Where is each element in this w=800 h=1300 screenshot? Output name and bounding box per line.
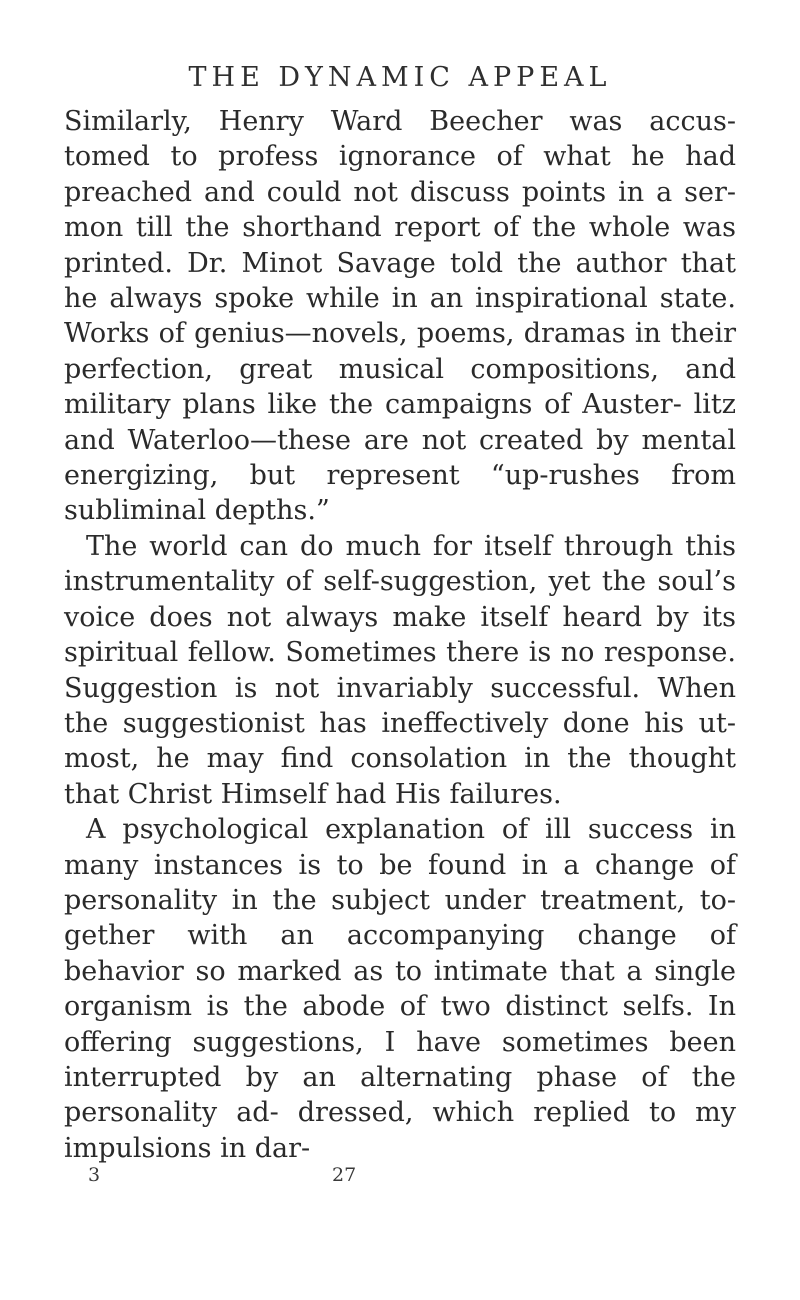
body-text [64,104,736,1166]
paragraph-2: The world can do much for itself through this instrumentality of self-suggestion, yet the soul’s voice does not always make itself heard by its spiritual fellow. Sometimes there is no response. Suggestion is not invariably successful. When the suggestionist has ineffectively done his ut- most, he may find consolation in the thought that Christ Himself had His failures. [64,530,736,810]
page-number: 27 [332,1164,357,1187]
page-footer [64,1164,736,1194]
signature-mark: 3 [88,1164,101,1187]
running-head: THE DYNAMIC APPEAL [188,62,612,93]
book-page [64,60,736,1194]
paragraph-3: A psychological explanation of ill success in many instances is to be found in a change of personality in the subject under treatment, to- gether with an accompanying change of behavior so marked as to intimate that a single organism is the abode of two distinct selfs. In offering suggestions, I have sometimes been interrupted by an alternating phase of the personality ad- dressed, which replied to my impulsions in dar- [64,814,736,1164]
paragraph-1: Similarly, Henry Ward Beecher was accus- tomed to profess ignorance of what he had preached and could not discuss points in a ser- mon till the shorthand report of the whole was printed. Dr. Minot Savage told the author that he always spoke while in an inspirational state. Works of genius—novels, poems, dramas in their perfection, great musical compositions, and military plans like the campaigns of Auster- litz and Waterloo—these are not created by mental energizing, but represent “up-rushes from subliminal depths.” [64,106,736,527]
